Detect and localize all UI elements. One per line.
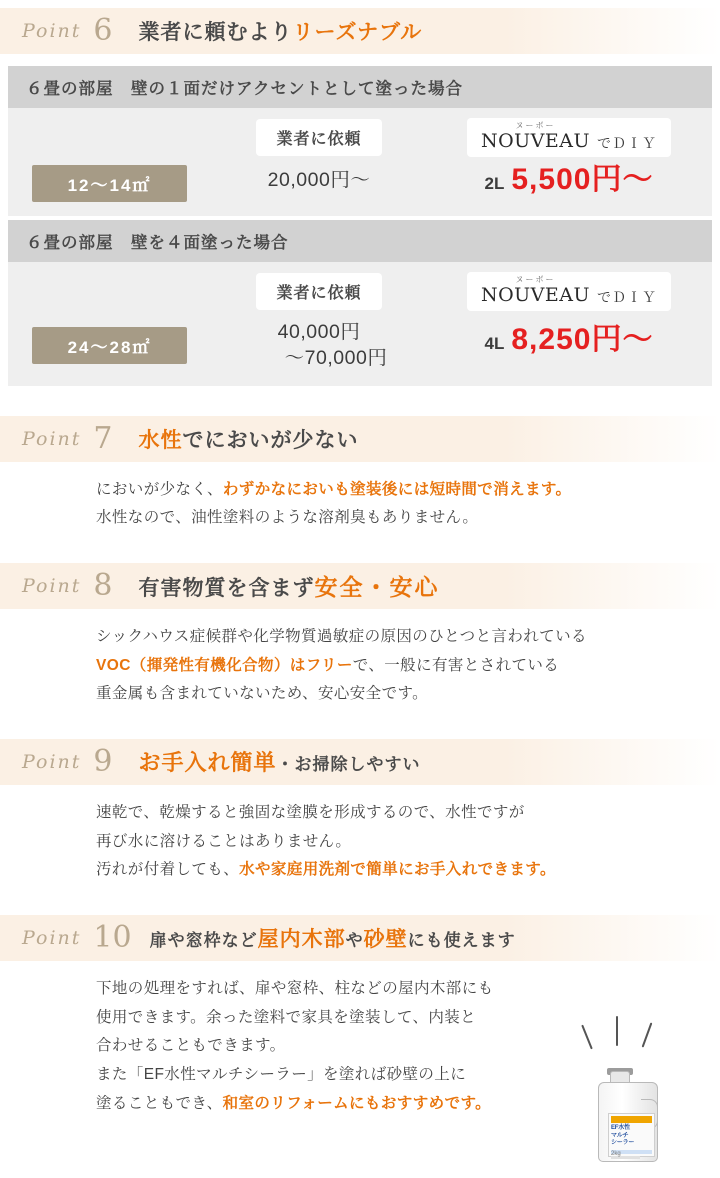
body-line: シックハウス症候群や化学物質過敏症の原因のひとつと言われている xyxy=(96,627,587,645)
point-title: お手入れ簡単・お掃除しやすい xyxy=(138,750,421,776)
body-line: 汚れが付着しても、水や家庭用洗剤で簡単にお手入れできます。 xyxy=(96,861,556,879)
point-7-body xyxy=(0,462,720,533)
point-label: Point xyxy=(22,20,82,42)
diy-price: 2L 5,500円〜 xyxy=(484,163,654,196)
pro-price-line2: 〜70,000円 xyxy=(284,347,388,370)
body-line: 使用できます。余った塗料で家具を塗装して、内装と xyxy=(96,1008,477,1026)
price-table-body-1 xyxy=(8,108,712,216)
body-line: VOC（揮発性有機化合物）はフリーで、一般に有害とされている xyxy=(96,656,560,674)
pro-price: 40,000円 〜70,000円 xyxy=(251,319,388,372)
point-title-highlight: 安全・安心 xyxy=(314,574,440,601)
sparkle-line-2 xyxy=(616,1016,618,1046)
body-line: 速乾で、乾燥すると強固な塗膜を形成するので、水性ですが xyxy=(96,803,525,821)
sealer-bottle-illustration xyxy=(558,1016,698,1166)
diy-volume: 4L xyxy=(484,334,505,353)
point-7-section xyxy=(0,416,720,533)
bottle-body xyxy=(598,1082,658,1162)
nouveau-diy-pill xyxy=(467,272,671,311)
point-9-section xyxy=(0,739,720,885)
point-title-highlight: 屋内木部 xyxy=(257,928,346,951)
body-line: 水性なので、油性塗料のような溶剤臭もありません。 xyxy=(96,509,479,527)
point-title-highlight-2: 砂壁 xyxy=(363,928,408,951)
nouveau-logo-text: NOUVEAU xyxy=(480,130,591,152)
body-line: また「EF水性マルチシーラー」を塗れば砂壁の上に xyxy=(96,1066,467,1084)
point-7-heading xyxy=(0,416,720,462)
point-9-body xyxy=(0,785,720,885)
price-table-header-2: ６畳の部屋 壁を４面塗った場合 xyxy=(8,220,712,262)
point-number: 9 xyxy=(93,743,113,779)
point-number: 10 xyxy=(93,920,132,955)
point-9-heading xyxy=(0,739,720,785)
emphasis-text: 水や家庭用洗剤で簡単にお手入れできます。 xyxy=(239,861,556,879)
diy-text: でＤＩＹ xyxy=(597,135,658,151)
point-title: 有害物質を含まず安全・安心 xyxy=(138,574,440,601)
price-table-body-2 xyxy=(8,262,712,386)
nouveau-diy-pill xyxy=(467,118,671,157)
point-number: 7 xyxy=(93,420,113,456)
point-label: Point xyxy=(22,574,82,597)
point-6-heading xyxy=(0,8,720,54)
point-10-heading xyxy=(0,915,720,961)
point-label: Point xyxy=(22,750,82,773)
bottle xyxy=(592,1068,664,1162)
nouveau-ruby: ヌーボー xyxy=(515,121,556,130)
point-title: 業者に頼むよりリーズナブル xyxy=(138,21,423,44)
sparkle-line-1 xyxy=(581,1025,593,1050)
diy-volume: 2L xyxy=(484,174,505,193)
nouveau-ruby: ヌーボー xyxy=(515,275,556,284)
body-line: 再び水に溶けることはありません。 xyxy=(96,832,352,850)
area-badge: 12〜14㎡ xyxy=(32,165,187,202)
pro-request-pill: 業者に依頼 xyxy=(256,119,381,156)
price-table xyxy=(8,66,712,386)
emphasis-text: わずかなにおいも塗装後には短時間で消えます。 xyxy=(222,480,572,498)
table-row xyxy=(8,272,712,311)
nouveau-logo-text: NOUVEAU xyxy=(480,284,591,306)
emphasis-text: VOC（揮発性有機化合物）はフリー xyxy=(96,656,353,674)
body-line: 重金属も含まれていないため、安心安全です。 xyxy=(96,685,429,703)
point-number: 8 xyxy=(93,567,113,603)
point-title: 扉や窓枠など屋内木部や砂壁にも使えます xyxy=(149,928,516,951)
table-row xyxy=(8,165,712,202)
diy-text: でＤＩＹ xyxy=(597,289,658,305)
point-8-section xyxy=(0,563,720,709)
bottle-volume: 2kg xyxy=(611,1151,621,1157)
body-line: 合わせることもできます。 xyxy=(96,1037,286,1055)
label-product-name: EF水性 マルチ シーラー xyxy=(611,1125,635,1146)
point-title: 水性でにおいが少ない xyxy=(138,428,359,452)
point-label: Point xyxy=(22,927,82,949)
pro-request-pill: 業者に依頼 xyxy=(256,273,381,310)
body-line: 下地の処理をすれば、扉や窓枠、柱などの屋内木部にも xyxy=(96,980,494,997)
point-title-highlight: リーズナブル xyxy=(292,21,423,44)
point-8-body xyxy=(0,609,720,709)
point-8-heading xyxy=(0,563,720,609)
point-label: Point xyxy=(22,427,82,450)
price-table-header-1: ６畳の部屋 壁の１面だけアクセントとして塗った場合 xyxy=(8,66,712,108)
area-badge: 24〜28㎡ xyxy=(32,327,187,364)
nouveau-logo xyxy=(481,123,590,151)
emphasis-text: 和室のリフォームにもおすすめです。 xyxy=(222,1094,492,1112)
label-top-band xyxy=(611,1116,652,1123)
table-row xyxy=(8,319,712,372)
point-title-highlight: 水性 xyxy=(138,428,183,452)
body-line: においが少なく、わずかなにおいも塗装後には短時間で消えます。 xyxy=(96,480,572,498)
body-line: 塗ることもでき、和室のリフォームにもおすすめです。 xyxy=(96,1094,492,1112)
pro-price: 20,000円〜 xyxy=(267,169,371,191)
sparkle-line-3 xyxy=(642,1022,653,1047)
table-row xyxy=(8,118,712,157)
point-number: 6 xyxy=(93,13,113,48)
point-title-highlight: お手入れ簡単 xyxy=(138,750,277,776)
nouveau-logo xyxy=(481,277,590,305)
diy-price: 4L 8,250円〜 xyxy=(484,323,654,356)
